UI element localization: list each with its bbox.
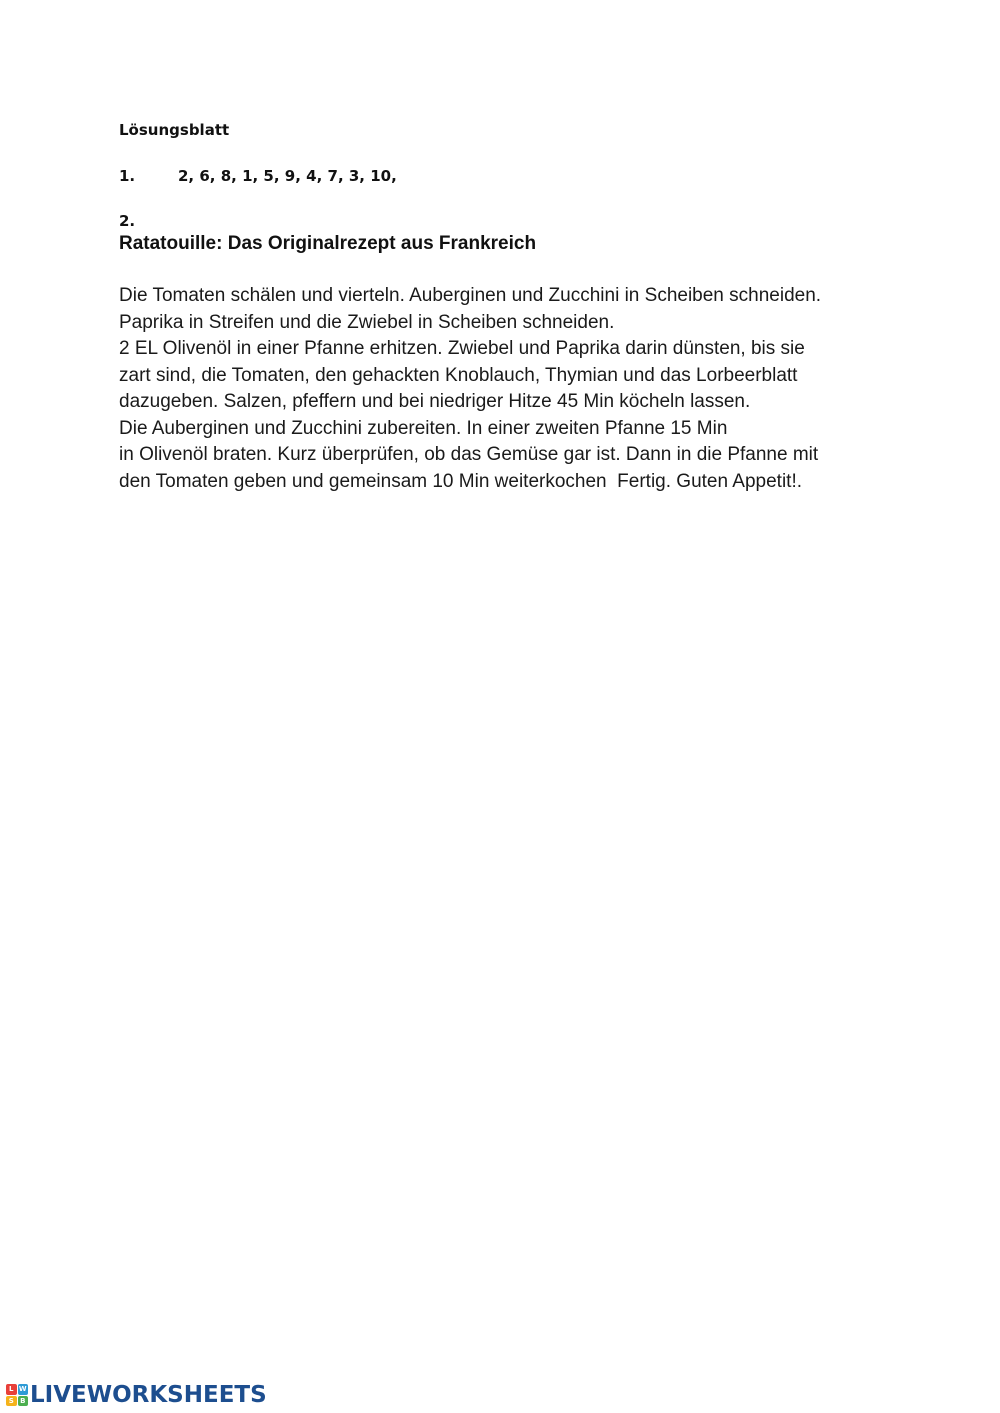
- logo-tile: L: [6, 1384, 17, 1395]
- recipe-line: Die Tomaten schälen und vierteln. Auberginen und Zucchini in Scheiben schneiden.: [119, 285, 822, 306]
- recipe-line: Paprika in Streifen und die Zwiebel in Scheiben schneiden.: [119, 311, 615, 333]
- page-title: Lösungsblatt: [119, 121, 230, 139]
- recipe-line: 2 EL Olivenöl in einer Pfanne erhitzen. Zwiebel und Paprika darin dünsten, bis sie: [119, 338, 805, 359]
- recipe-line: dazugeben. Salzen, pfeffern und bei niedriger Hitze 45 Min köcheln lassen.: [119, 391, 751, 412]
- liveworksheets-logo: [6, 1381, 267, 1409]
- logo-tiles-icon: [6, 1384, 28, 1406]
- recipe-line: Die Auberginen und Zucchini zubereiten. In einer zweiten Pfanne 15 Min: [119, 417, 728, 439]
- logo-tile: S: [6, 1396, 17, 1407]
- recipe-body: [119, 283, 939, 495]
- task2-number: 2.: [119, 212, 136, 230]
- logo-tile: W: [18, 1385, 27, 1393]
- logo-tile: B: [18, 1396, 29, 1407]
- recipe-line: in Olivenöl braten. Kurz überprüfen, ob das Gemüse gar ist. Dann in die Pfanne mit: [119, 444, 819, 465]
- recipe-line: den Tomaten geben und gemeinsam 10 Min weiterkochen Fertig. Guten Appetit!.: [119, 470, 803, 492]
- task1-number: 1.: [119, 167, 136, 185]
- task1-answer: 2, 6, 8, 1, 5, 9, 4, 7, 3, 10,: [178, 167, 397, 185]
- recipe-line: zart sind, die Tomaten, den gehackten Knoblauch, Thymian und das Lorbeerblatt: [119, 364, 798, 386]
- recipe-title: Ratatouille: Das Originalrezept aus Frankreich: [119, 233, 537, 254]
- logo-text: LIVEWORKSHEETS: [30, 1382, 267, 1408]
